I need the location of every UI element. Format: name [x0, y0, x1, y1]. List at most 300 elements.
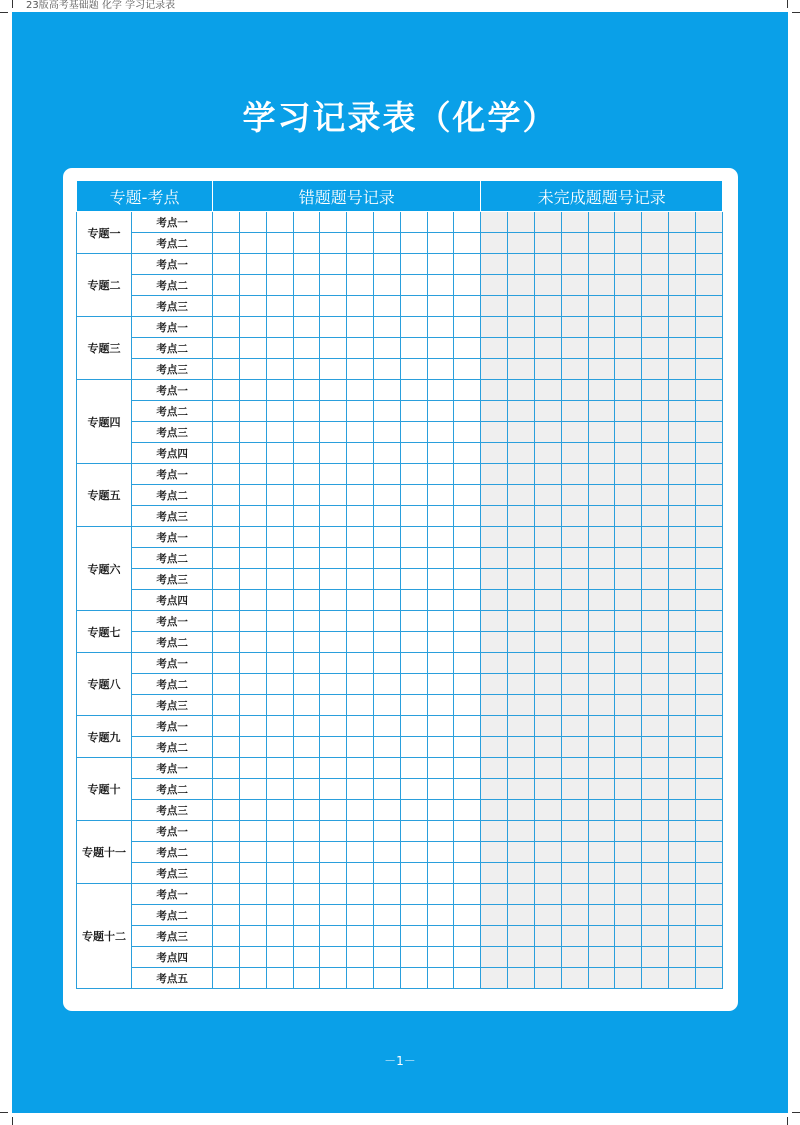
- unfinished-record-cell[interactable]: [615, 905, 642, 926]
- wrong-record-cell[interactable]: [213, 863, 240, 884]
- wrong-record-cell[interactable]: [454, 842, 481, 863]
- wrong-record-cell[interactable]: [374, 716, 401, 737]
- unfinished-record-cell[interactable]: [615, 716, 642, 737]
- wrong-record-cell[interactable]: [374, 758, 401, 779]
- wrong-record-cell[interactable]: [293, 926, 320, 947]
- wrong-record-cell[interactable]: [239, 779, 266, 800]
- wrong-record-cell[interactable]: [454, 800, 481, 821]
- unfinished-record-cell[interactable]: [561, 674, 588, 695]
- wrong-record-cell[interactable]: [454, 527, 481, 548]
- unfinished-record-cell[interactable]: [615, 863, 642, 884]
- unfinished-record-cell[interactable]: [481, 653, 508, 674]
- wrong-record-cell[interactable]: [293, 401, 320, 422]
- wrong-record-cell[interactable]: [320, 317, 347, 338]
- unfinished-record-cell[interactable]: [535, 380, 562, 401]
- wrong-record-cell[interactable]: [374, 884, 401, 905]
- wrong-record-cell[interactable]: [427, 443, 454, 464]
- wrong-record-cell[interactable]: [374, 905, 401, 926]
- unfinished-record-cell[interactable]: [481, 527, 508, 548]
- wrong-record-cell[interactable]: [320, 296, 347, 317]
- wrong-record-cell[interactable]: [454, 821, 481, 842]
- wrong-record-cell[interactable]: [347, 695, 374, 716]
- wrong-record-cell[interactable]: [400, 317, 427, 338]
- unfinished-record-cell[interactable]: [508, 506, 535, 527]
- wrong-record-cell[interactable]: [266, 863, 293, 884]
- wrong-record-cell[interactable]: [293, 443, 320, 464]
- wrong-record-cell[interactable]: [293, 968, 320, 989]
- wrong-record-cell[interactable]: [213, 737, 240, 758]
- wrong-record-cell[interactable]: [320, 737, 347, 758]
- unfinished-record-cell[interactable]: [508, 674, 535, 695]
- unfinished-record-cell[interactable]: [561, 506, 588, 527]
- wrong-record-cell[interactable]: [454, 275, 481, 296]
- wrong-record-cell[interactable]: [320, 275, 347, 296]
- wrong-record-cell[interactable]: [427, 947, 454, 968]
- unfinished-record-cell[interactable]: [481, 485, 508, 506]
- unfinished-record-cell[interactable]: [642, 674, 669, 695]
- unfinished-record-cell[interactable]: [561, 821, 588, 842]
- unfinished-record-cell[interactable]: [481, 737, 508, 758]
- wrong-record-cell[interactable]: [239, 590, 266, 611]
- wrong-record-cell[interactable]: [320, 968, 347, 989]
- unfinished-record-cell[interactable]: [642, 212, 669, 233]
- unfinished-record-cell[interactable]: [642, 716, 669, 737]
- wrong-record-cell[interactable]: [400, 674, 427, 695]
- wrong-record-cell[interactable]: [454, 443, 481, 464]
- wrong-record-cell[interactable]: [374, 653, 401, 674]
- wrong-record-cell[interactable]: [454, 779, 481, 800]
- wrong-record-cell[interactable]: [320, 359, 347, 380]
- unfinished-record-cell[interactable]: [481, 947, 508, 968]
- wrong-record-cell[interactable]: [266, 632, 293, 653]
- wrong-record-cell[interactable]: [266, 254, 293, 275]
- unfinished-record-cell[interactable]: [615, 212, 642, 233]
- unfinished-record-cell[interactable]: [508, 338, 535, 359]
- unfinished-record-cell[interactable]: [481, 968, 508, 989]
- unfinished-record-cell[interactable]: [642, 401, 669, 422]
- wrong-record-cell[interactable]: [239, 884, 266, 905]
- wrong-record-cell[interactable]: [347, 716, 374, 737]
- unfinished-record-cell[interactable]: [669, 296, 696, 317]
- wrong-record-cell[interactable]: [400, 968, 427, 989]
- wrong-record-cell[interactable]: [293, 695, 320, 716]
- unfinished-record-cell[interactable]: [561, 884, 588, 905]
- unfinished-record-cell[interactable]: [535, 317, 562, 338]
- wrong-record-cell[interactable]: [374, 779, 401, 800]
- unfinished-record-cell[interactable]: [535, 737, 562, 758]
- unfinished-record-cell[interactable]: [642, 317, 669, 338]
- wrong-record-cell[interactable]: [374, 485, 401, 506]
- unfinished-record-cell[interactable]: [481, 443, 508, 464]
- wrong-record-cell[interactable]: [347, 758, 374, 779]
- unfinished-record-cell[interactable]: [695, 338, 722, 359]
- unfinished-record-cell[interactable]: [481, 695, 508, 716]
- wrong-record-cell[interactable]: [374, 968, 401, 989]
- wrong-record-cell[interactable]: [347, 632, 374, 653]
- wrong-record-cell[interactable]: [293, 233, 320, 254]
- unfinished-record-cell[interactable]: [535, 842, 562, 863]
- unfinished-record-cell[interactable]: [669, 233, 696, 254]
- unfinished-record-cell[interactable]: [508, 401, 535, 422]
- unfinished-record-cell[interactable]: [535, 926, 562, 947]
- unfinished-record-cell[interactable]: [561, 905, 588, 926]
- wrong-record-cell[interactable]: [400, 212, 427, 233]
- wrong-record-cell[interactable]: [400, 443, 427, 464]
- unfinished-record-cell[interactable]: [615, 359, 642, 380]
- wrong-record-cell[interactable]: [239, 611, 266, 632]
- wrong-record-cell[interactable]: [213, 275, 240, 296]
- wrong-record-cell[interactable]: [347, 506, 374, 527]
- wrong-record-cell[interactable]: [239, 800, 266, 821]
- unfinished-record-cell[interactable]: [508, 590, 535, 611]
- wrong-record-cell[interactable]: [213, 527, 240, 548]
- wrong-record-cell[interactable]: [347, 338, 374, 359]
- unfinished-record-cell[interactable]: [642, 653, 669, 674]
- wrong-record-cell[interactable]: [266, 590, 293, 611]
- unfinished-record-cell[interactable]: [535, 443, 562, 464]
- unfinished-record-cell[interactable]: [481, 611, 508, 632]
- unfinished-record-cell[interactable]: [561, 569, 588, 590]
- unfinished-record-cell[interactable]: [588, 800, 615, 821]
- wrong-record-cell[interactable]: [320, 632, 347, 653]
- unfinished-record-cell[interactable]: [588, 401, 615, 422]
- wrong-record-cell[interactable]: [427, 695, 454, 716]
- wrong-record-cell[interactable]: [347, 926, 374, 947]
- wrong-record-cell[interactable]: [320, 758, 347, 779]
- unfinished-record-cell[interactable]: [669, 359, 696, 380]
- unfinished-record-cell[interactable]: [615, 548, 642, 569]
- unfinished-record-cell[interactable]: [535, 779, 562, 800]
- unfinished-record-cell[interactable]: [508, 422, 535, 443]
- unfinished-record-cell[interactable]: [481, 884, 508, 905]
- unfinished-record-cell[interactable]: [669, 527, 696, 548]
- unfinished-record-cell[interactable]: [642, 968, 669, 989]
- wrong-record-cell[interactable]: [347, 401, 374, 422]
- wrong-record-cell[interactable]: [374, 296, 401, 317]
- unfinished-record-cell[interactable]: [508, 821, 535, 842]
- wrong-record-cell[interactable]: [427, 842, 454, 863]
- wrong-record-cell[interactable]: [454, 947, 481, 968]
- unfinished-record-cell[interactable]: [642, 737, 669, 758]
- unfinished-record-cell[interactable]: [535, 800, 562, 821]
- wrong-record-cell[interactable]: [239, 569, 266, 590]
- unfinished-record-cell[interactable]: [695, 527, 722, 548]
- unfinished-record-cell[interactable]: [535, 653, 562, 674]
- wrong-record-cell[interactable]: [454, 485, 481, 506]
- unfinished-record-cell[interactable]: [642, 863, 669, 884]
- unfinished-record-cell[interactable]: [615, 296, 642, 317]
- wrong-record-cell[interactable]: [239, 401, 266, 422]
- wrong-record-cell[interactable]: [320, 695, 347, 716]
- unfinished-record-cell[interactable]: [508, 359, 535, 380]
- unfinished-record-cell[interactable]: [669, 569, 696, 590]
- unfinished-record-cell[interactable]: [481, 674, 508, 695]
- wrong-record-cell[interactable]: [293, 359, 320, 380]
- wrong-record-cell[interactable]: [239, 674, 266, 695]
- unfinished-record-cell[interactable]: [588, 947, 615, 968]
- wrong-record-cell[interactable]: [239, 632, 266, 653]
- unfinished-record-cell[interactable]: [535, 233, 562, 254]
- unfinished-record-cell[interactable]: [508, 296, 535, 317]
- unfinished-record-cell[interactable]: [561, 338, 588, 359]
- wrong-record-cell[interactable]: [213, 590, 240, 611]
- unfinished-record-cell[interactable]: [535, 611, 562, 632]
- unfinished-record-cell[interactable]: [615, 317, 642, 338]
- wrong-record-cell[interactable]: [239, 296, 266, 317]
- wrong-record-cell[interactable]: [374, 821, 401, 842]
- wrong-record-cell[interactable]: [213, 464, 240, 485]
- unfinished-record-cell[interactable]: [508, 632, 535, 653]
- wrong-record-cell[interactable]: [454, 884, 481, 905]
- wrong-record-cell[interactable]: [454, 905, 481, 926]
- unfinished-record-cell[interactable]: [535, 275, 562, 296]
- wrong-record-cell[interactable]: [239, 464, 266, 485]
- wrong-record-cell[interactable]: [266, 842, 293, 863]
- wrong-record-cell[interactable]: [400, 779, 427, 800]
- wrong-record-cell[interactable]: [213, 380, 240, 401]
- wrong-record-cell[interactable]: [400, 527, 427, 548]
- wrong-record-cell[interactable]: [320, 569, 347, 590]
- wrong-record-cell[interactable]: [266, 527, 293, 548]
- wrong-record-cell[interactable]: [293, 506, 320, 527]
- wrong-record-cell[interactable]: [454, 926, 481, 947]
- wrong-record-cell[interactable]: [266, 800, 293, 821]
- unfinished-record-cell[interactable]: [588, 275, 615, 296]
- wrong-record-cell[interactable]: [293, 212, 320, 233]
- wrong-record-cell[interactable]: [427, 548, 454, 569]
- unfinished-record-cell[interactable]: [615, 884, 642, 905]
- unfinished-record-cell[interactable]: [561, 737, 588, 758]
- unfinished-record-cell[interactable]: [615, 422, 642, 443]
- unfinished-record-cell[interactable]: [669, 464, 696, 485]
- wrong-record-cell[interactable]: [320, 863, 347, 884]
- unfinished-record-cell[interactable]: [561, 422, 588, 443]
- wrong-record-cell[interactable]: [266, 674, 293, 695]
- wrong-record-cell[interactable]: [400, 548, 427, 569]
- wrong-record-cell[interactable]: [213, 821, 240, 842]
- wrong-record-cell[interactable]: [293, 758, 320, 779]
- unfinished-record-cell[interactable]: [481, 548, 508, 569]
- wrong-record-cell[interactable]: [347, 863, 374, 884]
- wrong-record-cell[interactable]: [347, 254, 374, 275]
- wrong-record-cell[interactable]: [266, 275, 293, 296]
- unfinished-record-cell[interactable]: [669, 800, 696, 821]
- wrong-record-cell[interactable]: [293, 317, 320, 338]
- wrong-record-cell[interactable]: [320, 674, 347, 695]
- unfinished-record-cell[interactable]: [508, 212, 535, 233]
- unfinished-record-cell[interactable]: [642, 800, 669, 821]
- unfinished-record-cell[interactable]: [695, 401, 722, 422]
- unfinished-record-cell[interactable]: [669, 674, 696, 695]
- wrong-record-cell[interactable]: [427, 296, 454, 317]
- wrong-record-cell[interactable]: [293, 275, 320, 296]
- unfinished-record-cell[interactable]: [561, 779, 588, 800]
- unfinished-record-cell[interactable]: [642, 359, 669, 380]
- wrong-record-cell[interactable]: [266, 695, 293, 716]
- unfinished-record-cell[interactable]: [642, 905, 669, 926]
- unfinished-record-cell[interactable]: [508, 695, 535, 716]
- unfinished-record-cell[interactable]: [481, 590, 508, 611]
- wrong-record-cell[interactable]: [213, 401, 240, 422]
- wrong-record-cell[interactable]: [320, 548, 347, 569]
- unfinished-record-cell[interactable]: [588, 758, 615, 779]
- unfinished-record-cell[interactable]: [695, 275, 722, 296]
- wrong-record-cell[interactable]: [427, 737, 454, 758]
- wrong-record-cell[interactable]: [320, 338, 347, 359]
- unfinished-record-cell[interactable]: [481, 905, 508, 926]
- wrong-record-cell[interactable]: [320, 842, 347, 863]
- wrong-record-cell[interactable]: [347, 821, 374, 842]
- unfinished-record-cell[interactable]: [615, 380, 642, 401]
- wrong-record-cell[interactable]: [347, 905, 374, 926]
- unfinished-record-cell[interactable]: [669, 653, 696, 674]
- unfinished-record-cell[interactable]: [561, 695, 588, 716]
- unfinished-record-cell[interactable]: [642, 821, 669, 842]
- wrong-record-cell[interactable]: [293, 569, 320, 590]
- unfinished-record-cell[interactable]: [481, 632, 508, 653]
- wrong-record-cell[interactable]: [213, 611, 240, 632]
- wrong-record-cell[interactable]: [213, 884, 240, 905]
- unfinished-record-cell[interactable]: [669, 863, 696, 884]
- wrong-record-cell[interactable]: [266, 611, 293, 632]
- unfinished-record-cell[interactable]: [508, 653, 535, 674]
- unfinished-record-cell[interactable]: [669, 548, 696, 569]
- wrong-record-cell[interactable]: [213, 842, 240, 863]
- wrong-record-cell[interactable]: [239, 653, 266, 674]
- unfinished-record-cell[interactable]: [561, 359, 588, 380]
- unfinished-record-cell[interactable]: [642, 233, 669, 254]
- unfinished-record-cell[interactable]: [695, 632, 722, 653]
- wrong-record-cell[interactable]: [374, 233, 401, 254]
- wrong-record-cell[interactable]: [427, 254, 454, 275]
- unfinished-record-cell[interactable]: [481, 779, 508, 800]
- wrong-record-cell[interactable]: [213, 947, 240, 968]
- unfinished-record-cell[interactable]: [669, 590, 696, 611]
- wrong-record-cell[interactable]: [347, 674, 374, 695]
- wrong-record-cell[interactable]: [266, 212, 293, 233]
- wrong-record-cell[interactable]: [239, 695, 266, 716]
- unfinished-record-cell[interactable]: [588, 653, 615, 674]
- wrong-record-cell[interactable]: [320, 485, 347, 506]
- unfinished-record-cell[interactable]: [695, 947, 722, 968]
- wrong-record-cell[interactable]: [266, 947, 293, 968]
- unfinished-record-cell[interactable]: [508, 611, 535, 632]
- wrong-record-cell[interactable]: [293, 863, 320, 884]
- wrong-record-cell[interactable]: [400, 653, 427, 674]
- unfinished-record-cell[interactable]: [615, 233, 642, 254]
- unfinished-record-cell[interactable]: [588, 464, 615, 485]
- wrong-record-cell[interactable]: [213, 422, 240, 443]
- unfinished-record-cell[interactable]: [642, 884, 669, 905]
- unfinished-record-cell[interactable]: [481, 254, 508, 275]
- wrong-record-cell[interactable]: [347, 464, 374, 485]
- unfinished-record-cell[interactable]: [561, 548, 588, 569]
- wrong-record-cell[interactable]: [374, 842, 401, 863]
- wrong-record-cell[interactable]: [347, 422, 374, 443]
- unfinished-record-cell[interactable]: [535, 212, 562, 233]
- unfinished-record-cell[interactable]: [642, 926, 669, 947]
- wrong-record-cell[interactable]: [239, 905, 266, 926]
- unfinished-record-cell[interactable]: [481, 275, 508, 296]
- unfinished-record-cell[interactable]: [535, 716, 562, 737]
- wrong-record-cell[interactable]: [427, 464, 454, 485]
- wrong-record-cell[interactable]: [266, 359, 293, 380]
- wrong-record-cell[interactable]: [400, 233, 427, 254]
- wrong-record-cell[interactable]: [213, 716, 240, 737]
- unfinished-record-cell[interactable]: [535, 422, 562, 443]
- unfinished-record-cell[interactable]: [561, 464, 588, 485]
- unfinished-record-cell[interactable]: [481, 212, 508, 233]
- unfinished-record-cell[interactable]: [535, 968, 562, 989]
- unfinished-record-cell[interactable]: [588, 905, 615, 926]
- unfinished-record-cell[interactable]: [535, 527, 562, 548]
- wrong-record-cell[interactable]: [400, 863, 427, 884]
- unfinished-record-cell[interactable]: [615, 695, 642, 716]
- wrong-record-cell[interactable]: [239, 527, 266, 548]
- unfinished-record-cell[interactable]: [669, 317, 696, 338]
- wrong-record-cell[interactable]: [213, 506, 240, 527]
- unfinished-record-cell[interactable]: [695, 548, 722, 569]
- unfinished-record-cell[interactable]: [615, 926, 642, 947]
- unfinished-record-cell[interactable]: [508, 905, 535, 926]
- unfinished-record-cell[interactable]: [508, 842, 535, 863]
- wrong-record-cell[interactable]: [266, 884, 293, 905]
- unfinished-record-cell[interactable]: [481, 842, 508, 863]
- unfinished-record-cell[interactable]: [588, 212, 615, 233]
- wrong-record-cell[interactable]: [213, 443, 240, 464]
- wrong-record-cell[interactable]: [213, 905, 240, 926]
- unfinished-record-cell[interactable]: [561, 317, 588, 338]
- unfinished-record-cell[interactable]: [535, 359, 562, 380]
- unfinished-record-cell[interactable]: [561, 485, 588, 506]
- wrong-record-cell[interactable]: [427, 212, 454, 233]
- unfinished-record-cell[interactable]: [481, 926, 508, 947]
- wrong-record-cell[interactable]: [427, 863, 454, 884]
- unfinished-record-cell[interactable]: [642, 947, 669, 968]
- wrong-record-cell[interactable]: [427, 233, 454, 254]
- wrong-record-cell[interactable]: [400, 590, 427, 611]
- wrong-record-cell[interactable]: [320, 653, 347, 674]
- wrong-record-cell[interactable]: [454, 632, 481, 653]
- unfinished-record-cell[interactable]: [669, 275, 696, 296]
- wrong-record-cell[interactable]: [454, 737, 481, 758]
- unfinished-record-cell[interactable]: [669, 926, 696, 947]
- wrong-record-cell[interactable]: [374, 947, 401, 968]
- wrong-record-cell[interactable]: [347, 485, 374, 506]
- wrong-record-cell[interactable]: [239, 254, 266, 275]
- wrong-record-cell[interactable]: [239, 380, 266, 401]
- unfinished-record-cell[interactable]: [535, 254, 562, 275]
- unfinished-record-cell[interactable]: [695, 926, 722, 947]
- wrong-record-cell[interactable]: [213, 674, 240, 695]
- unfinished-record-cell[interactable]: [695, 317, 722, 338]
- unfinished-record-cell[interactable]: [561, 296, 588, 317]
- unfinished-record-cell[interactable]: [535, 884, 562, 905]
- unfinished-record-cell[interactable]: [642, 590, 669, 611]
- wrong-record-cell[interactable]: [400, 338, 427, 359]
- wrong-record-cell[interactable]: [454, 506, 481, 527]
- wrong-record-cell[interactable]: [374, 611, 401, 632]
- unfinished-record-cell[interactable]: [508, 464, 535, 485]
- unfinished-record-cell[interactable]: [669, 632, 696, 653]
- wrong-record-cell[interactable]: [320, 422, 347, 443]
- wrong-record-cell[interactable]: [427, 716, 454, 737]
- wrong-record-cell[interactable]: [293, 254, 320, 275]
- wrong-record-cell[interactable]: [266, 779, 293, 800]
- unfinished-record-cell[interactable]: [669, 401, 696, 422]
- wrong-record-cell[interactable]: [347, 800, 374, 821]
- wrong-record-cell[interactable]: [400, 632, 427, 653]
